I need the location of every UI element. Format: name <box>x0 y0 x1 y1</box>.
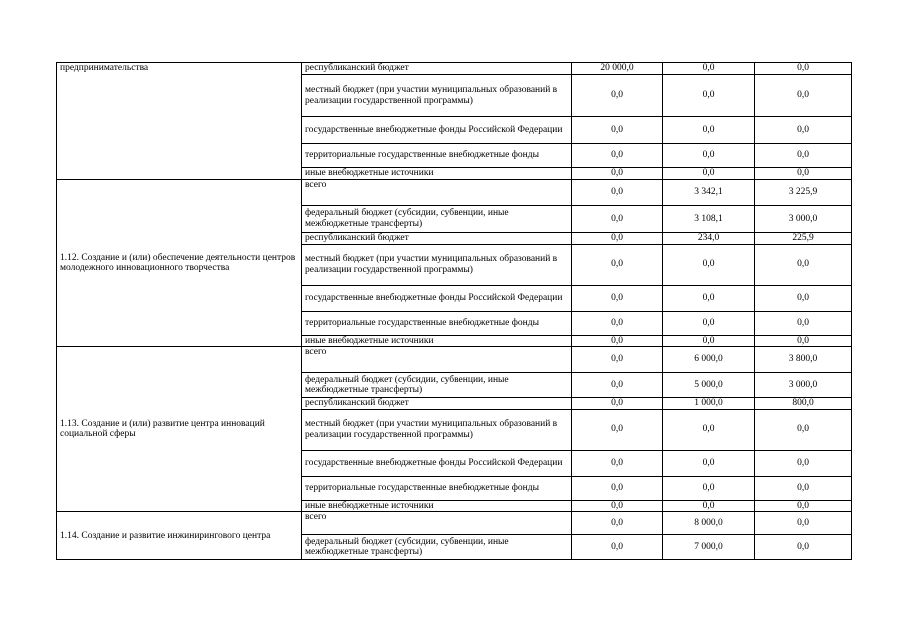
activity-name: предпринимательства <box>57 63 302 180</box>
amount-year-1: 0,0 <box>572 535 663 560</box>
amount-year-1: 0,0 <box>572 512 663 535</box>
funding-source: иные внебюджетные источники <box>302 335 572 347</box>
amount-year-1: 0,0 <box>572 335 663 347</box>
budget-table-body <box>57 63 852 560</box>
amount-year-2: 0,0 <box>663 144 755 168</box>
funding-source: территориальные государственные внебюджетные фонды <box>302 476 572 500</box>
amount-year-3: 0,0 <box>755 285 852 311</box>
funding-source: местный бюджет (при участии муниципальных образований в реализации государственной программы) <box>302 409 572 450</box>
amount-year-1: 0,0 <box>572 347 663 373</box>
budget-table <box>56 62 852 560</box>
amount-year-3: 3 000,0 <box>755 206 852 233</box>
table-row <box>57 512 852 535</box>
amount-year-1: 0,0 <box>572 206 663 233</box>
amount-year-2: 3 108,1 <box>663 206 755 233</box>
amount-year-3: 0,0 <box>755 500 852 512</box>
amount-year-1: 0,0 <box>572 244 663 285</box>
amount-year-1: 0,0 <box>572 117 663 144</box>
funding-source: республиканский бюджет <box>302 233 572 245</box>
amount-year-2: 234,0 <box>663 233 755 245</box>
funding-source: территориальные государственные внебюджетные фонды <box>302 311 572 335</box>
amount-year-1: 0,0 <box>572 398 663 410</box>
amount-year-1: 0,0 <box>572 285 663 311</box>
amount-year-1: 0,0 <box>572 311 663 335</box>
amount-year-2: 0,0 <box>663 450 755 476</box>
amount-year-3: 0,0 <box>755 512 852 535</box>
amount-year-1: 20 000,0 <box>572 63 663 75</box>
amount-year-1: 0,0 <box>572 75 663 117</box>
amount-year-2: 0,0 <box>663 168 755 180</box>
funding-source: федеральный бюджет (субсидии, субвенции, иные межбюджетные трансферты) <box>302 206 572 233</box>
funding-source: государственные внебюджетные фонды Российской Федерации <box>302 285 572 311</box>
amount-year-1: 0,0 <box>572 373 663 398</box>
amount-year-2: 1 000,0 <box>663 398 755 410</box>
amount-year-2: 0,0 <box>663 285 755 311</box>
amount-year-3: 0,0 <box>755 117 852 144</box>
amount-year-3: 0,0 <box>755 168 852 180</box>
amount-year-1: 0,0 <box>572 500 663 512</box>
amount-year-1: 0,0 <box>572 168 663 180</box>
amount-year-2: 0,0 <box>663 63 755 75</box>
amount-year-2: 8 000,0 <box>663 512 755 535</box>
amount-year-1: 0,0 <box>572 144 663 168</box>
amount-year-1: 0,0 <box>572 180 663 206</box>
amount-year-3: 0,0 <box>755 244 852 285</box>
funding-source: всего <box>302 347 572 373</box>
funding-source: республиканский бюджет <box>302 398 572 410</box>
funding-source: местный бюджет (при участии муниципальных образований в реализации государственной программы) <box>302 75 572 117</box>
activity-name: 1.13. Создание и (или) развитие центра инноваций социальной сферы <box>57 347 302 512</box>
amount-year-3: 0,0 <box>755 535 852 560</box>
table-row <box>57 347 852 373</box>
amount-year-3: 0,0 <box>755 476 852 500</box>
funding-source: государственные внебюджетные фонды Российской Федерации <box>302 117 572 144</box>
amount-year-3: 0,0 <box>755 144 852 168</box>
amount-year-2: 6 000,0 <box>663 347 755 373</box>
funding-source: всего <box>302 180 572 206</box>
amount-year-2: 0,0 <box>663 117 755 144</box>
amount-year-1: 0,0 <box>572 476 663 500</box>
amount-year-2: 0,0 <box>663 500 755 512</box>
amount-year-3: 0,0 <box>755 409 852 450</box>
amount-year-2: 0,0 <box>663 409 755 450</box>
funding-source: местный бюджет (при участии муниципальных образований в реализации государственной программы) <box>302 244 572 285</box>
funding-source: государственные внебюджетные фонды Российской Федерации <box>302 450 572 476</box>
amount-year-2: 0,0 <box>663 335 755 347</box>
table-row <box>57 180 852 206</box>
amount-year-3: 3 225,9 <box>755 180 852 206</box>
funding-source: республиканский бюджет <box>302 63 572 75</box>
amount-year-2: 0,0 <box>663 476 755 500</box>
amount-year-2: 0,0 <box>663 311 755 335</box>
amount-year-2: 5 000,0 <box>663 373 755 398</box>
amount-year-2: 7 000,0 <box>663 535 755 560</box>
funding-source: федеральный бюджет (субсидии, субвенции, иные межбюджетные трансферты) <box>302 535 572 560</box>
funding-source: иные внебюджетные источники <box>302 500 572 512</box>
amount-year-3: 0,0 <box>755 75 852 117</box>
activity-name: 1.12. Создание и (или) обеспечение деятельности центров молодежного инновационного творчества <box>57 180 302 347</box>
amount-year-3: 0,0 <box>755 450 852 476</box>
amount-year-3: 0,0 <box>755 63 852 75</box>
amount-year-2: 0,0 <box>663 75 755 117</box>
amount-year-2: 0,0 <box>663 244 755 285</box>
amount-year-3: 225,9 <box>755 233 852 245</box>
activity-name: 1.14. Создание и развитие инжинирингового центра <box>57 512 302 560</box>
funding-source: территориальные государственные внебюджетные фонды <box>302 144 572 168</box>
amount-year-1: 0,0 <box>572 450 663 476</box>
amount-year-3: 0,0 <box>755 311 852 335</box>
amount-year-3: 0,0 <box>755 335 852 347</box>
table-row <box>57 63 852 75</box>
funding-source: всего <box>302 512 572 535</box>
amount-year-1: 0,0 <box>572 409 663 450</box>
funding-source: иные внебюджетные источники <box>302 168 572 180</box>
amount-year-3: 3 800,0 <box>755 347 852 373</box>
amount-year-3: 3 000,0 <box>755 373 852 398</box>
amount-year-2: 3 342,1 <box>663 180 755 206</box>
funding-source: федеральный бюджет (субсидии, субвенции, иные межбюджетные трансферты) <box>302 373 572 398</box>
amount-year-1: 0,0 <box>572 233 663 245</box>
amount-year-3: 800,0 <box>755 398 852 410</box>
